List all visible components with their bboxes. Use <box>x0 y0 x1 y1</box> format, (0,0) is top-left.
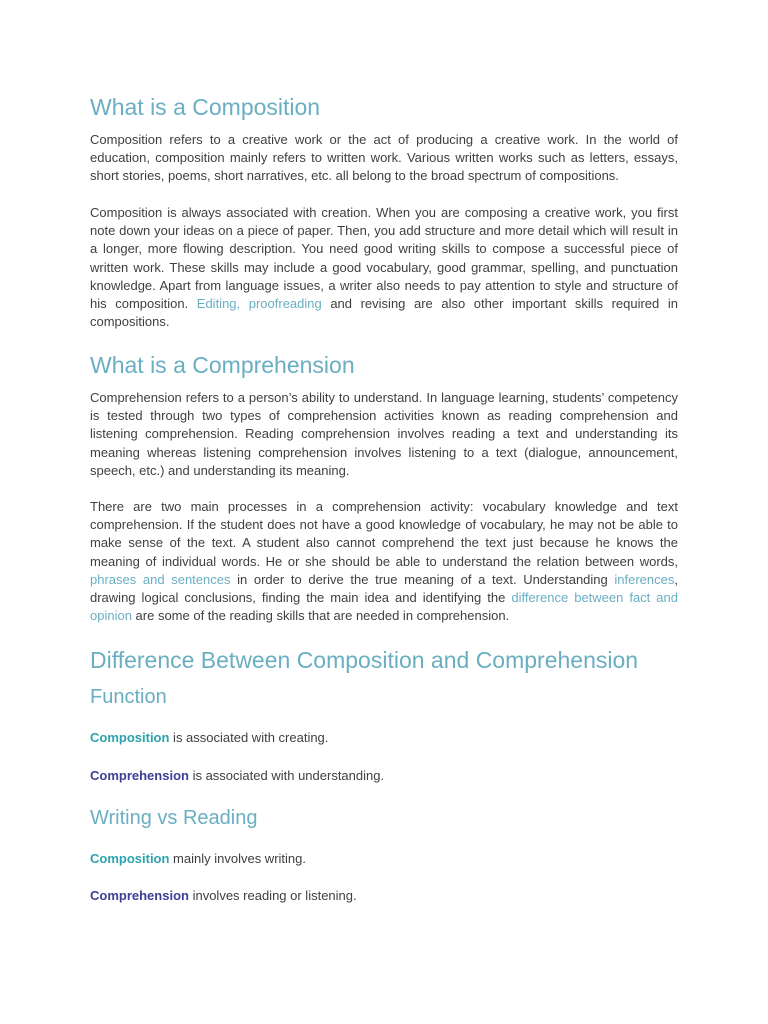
inferences-link[interactable]: inferences <box>614 571 675 587</box>
writing-composition-line <box>90 850 678 868</box>
comprehension-term: Comprehension <box>90 888 189 903</box>
composition-paragraph-2-tail: and revising are also other important skills required in compositions. <box>90 296 678 330</box>
comprehension-paragraph-2-text-a: There are two main processes in a comprehension activity: vocabulary knowledge and text comprehension. If the student does not have a good knowledge of vocabulary, he may not be able to make sense of the text. A student also cannot comprehend the text just because he knows the meaning of individual words. He or she should be able to understand the relation between words, <box>90 499 678 569</box>
composition-paragraph-1: Composition refers to a creative work or the act of producing a creative work. In the world of education, composition mainly refers to written work. Various written works such as letters, essays, short stories, poems, short narratives, etc. all belong to the broad spectrum of compositions. <box>90 132 678 184</box>
reading-comprehension-text: involves reading or listening. <box>188 888 357 903</box>
function-composition-text: is associated with creating. <box>169 730 329 745</box>
composition-term: Composition <box>90 851 170 866</box>
function-composition-line <box>90 729 678 747</box>
writing-composition-text: mainly involves writing. <box>169 851 306 866</box>
difference-fact-opinion-link[interactable]: difference between fact and opinion <box>90 590 678 624</box>
comprehension-paragraph-2-text-d: are some of the reading skills that are needed in comprehension. <box>131 608 510 624</box>
composition-term: Composition <box>90 730 170 745</box>
comprehension-paragraph-1: Comprehension refers to a person’s ability to understand. In language learning, students’ competency is tested through two types of comprehension activities known as reading comprehension and listening comprehension. Reading comprehension involves reading a text and understanding its meaning whereas listening comprehension involves listening to a text (dialogue, announcement, speech, etc.) and understanding its meaning. <box>90 390 678 478</box>
heading-difference-between: Difference Between Composition and Comprehension <box>90 647 639 673</box>
reading-comprehension-line <box>90 887 678 905</box>
comprehension-paragraph-2-text-b: in order to derive the true meaning of a text. Understanding <box>230 571 615 587</box>
heading-what-is-comprehension: What is a Comprehension <box>90 352 355 378</box>
heading-what-is-composition: What is a Composition <box>90 94 321 120</box>
subheading-writing-vs-reading: Writing vs Reading <box>90 807 258 829</box>
composition-paragraph-2-text: Composition is always associated with creation. When you are composing a creative work, you first note down your ideas on a piece of paper. Then, you add structure and more detail which will result in a longer, more flowing description. You need good writing skills to compose a successful piece of written work. These skills may include a good vocabulary, good grammar, spelling, and punctuation knowledge. Apart from language issues, a writer also needs to pay attention to style and structure of his composition. <box>90 205 678 312</box>
composition-paragraph-2 <box>90 204 678 331</box>
editing-proofreading-link[interactable]: Editing, proofreading <box>196 296 322 312</box>
phrases-and-sentences-link[interactable]: phrases and sentences <box>90 571 231 587</box>
comprehension-paragraph-2-text-c: , drawing logical conclusions, finding the main idea and identifying the <box>90 571 678 606</box>
subheading-function: Function <box>90 686 167 708</box>
comprehension-paragraph-2 <box>90 498 678 625</box>
function-comprehension-line <box>90 767 678 785</box>
comprehension-term: Comprehension <box>90 768 189 783</box>
function-comprehension-text: is associated with understanding. <box>188 768 385 783</box>
